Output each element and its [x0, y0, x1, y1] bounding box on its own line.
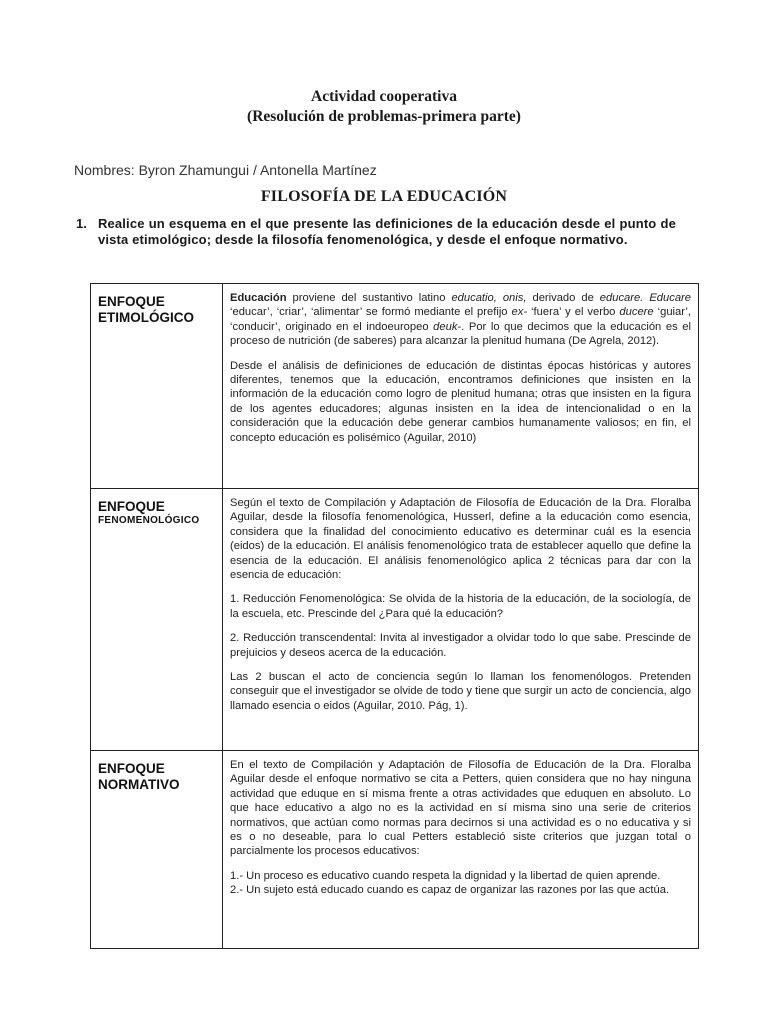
paragraph: 2.- Un sujeto está educado cuando es capaz de organizar las razones por las que actúa.: [230, 884, 670, 897]
row-label-bottom: ETIMOLÓGICO: [98, 310, 194, 325]
term-italic: deuk-: [433, 320, 462, 333]
row-label: [91, 751, 223, 949]
paragraph: 1. Reducción Fenomenológica: Se olvida de la historia de la educación, de la sociología, de la escuela, etc. Prescinde del ¿Para qué la educación?: [230, 593, 691, 620]
row-label-bottom: FENOMENOLÓGICO: [98, 515, 200, 526]
text-run: ‘guiar’, ‘conducir’, originado en el indoeuropeo: [230, 306, 691, 333]
document-title: Actividad cooperativa: [311, 88, 457, 105]
subject-heading: FILOSOFÍA DE LA EDUCACIÓN: [260, 188, 508, 205]
paragraph: Las 2 buscan el acto de conciencia según lo llaman los fenomenólogos. Pretenden conseguir que el investigador se olvide de todo y tiene que surgir un acto de conciencia, algo llamado esencia o eidos (Aguilar, 2010. Pág, 1).: [230, 671, 691, 712]
question-number: 1.: [76, 216, 87, 231]
question-text: Realice un esquema en el que presente las definiciones de la educación desde el punto de vista etimológico; desde la filosofía fenomenológica, y desde el enfoque normativo.: [98, 216, 676, 247]
row-label: [91, 489, 223, 751]
term-italic: educatio, onis,: [451, 292, 527, 304]
row-content: [223, 751, 699, 949]
student-names: Nombres: Byron Zhamungui / Antonella Martínez: [74, 162, 377, 178]
term-italic: educare. Educare: [599, 292, 691, 304]
paragraph: En el texto de Compilación y Adaptación de Filosofía de Educación de la Dra. Floralba Aguilar desde el enfoque normativo se cita a Petters, quien considera que no hay ninguna actividad que eduque en sí misma frente a otras actividades que eduquen en absoluto. Lo que hace educativo a algo no es la actividad en sí misma sino una serie de criterios normativos, que actúan como normas para decirnos si una actividad es o no educativa y si es o no deseable, para lo cual Petters estableció siste criterios que juzgan total o parcialmente los procesos educativos:: [230, 759, 691, 858]
table-row: [91, 284, 699, 489]
paragraph: Según el texto de Compilación y Adaptación de Filosofía de Educación de la Dra. Floralba Aguilar, desde la filosofía fenomenológica, Husserl, define a la educación como esencia, considera que la finalidad del conocimiento educativo es determinar cuál es la esencia (eidos) de la educación. El análisis fenomenológico trata de establecer aquello que define la esencia de la educación. El análisis fenomenológico aplica 2 técnicas para dar con la esencia de educación:: [230, 497, 691, 582]
text-run: . Por lo que decimos que la educación es el proceso de nutrición (de saberes) para alcanzar la plenitud humana (De Agrela, 2012).: [230, 320, 691, 348]
row-label-top: ENFOQUE: [98, 761, 165, 776]
term-italic: ex-: [511, 306, 528, 319]
row-label-top: ENFOQUE: [98, 499, 165, 514]
definitions-table: [90, 283, 699, 949]
paragraph: [230, 291, 691, 349]
paragraph: 2. Reducción transcendental: Invita al investigador a olvidar todo lo que sabe. Prescinde de prejuicios y deseos acerca de la educación.: [230, 632, 691, 659]
paragraph: 1.- Un proceso es educativo cuando respeta la dignidad y la libertad de quien aprende.: [230, 869, 661, 882]
document-subtitle: (Resolución de problemas-primera parte): [247, 108, 521, 125]
text-run: ‘fuera’ y el verbo: [527, 306, 620, 319]
question-item: [76, 216, 676, 248]
row-content: [223, 489, 699, 751]
term-italic: ducere: [619, 306, 654, 319]
row-label: [91, 284, 223, 489]
text-run: proviene del sustantivo latino: [286, 292, 452, 304]
row-label-bottom: NORMATIVO: [98, 777, 180, 792]
text-run: derivado de: [526, 292, 600, 304]
table-row: [91, 751, 699, 949]
row-content: [223, 284, 699, 489]
term-bold: Educación: [230, 292, 287, 304]
table-row: [91, 489, 699, 751]
text-run: ‘educar’, ‘criar’, ‘alimentar’ se formó mediante el prefijo: [230, 306, 512, 319]
paragraph: Desde el análisis de definiciones de educación de distintas épocas históricas y autores diferentes, tenemos que la educación, encontramos definiciones que insisten en la información de la educación como logro de plenitud humana; otras que insisten en la figura de los agentes educadores; algunas insisten en la idea de intencionalidad o en la consideración que la educación debe generar cambios humanamente valiosos; en fin, el concepto educación es polisémico (Aguilar, 2010): [230, 359, 691, 444]
row-label-top: ENFOQUE: [98, 294, 165, 309]
